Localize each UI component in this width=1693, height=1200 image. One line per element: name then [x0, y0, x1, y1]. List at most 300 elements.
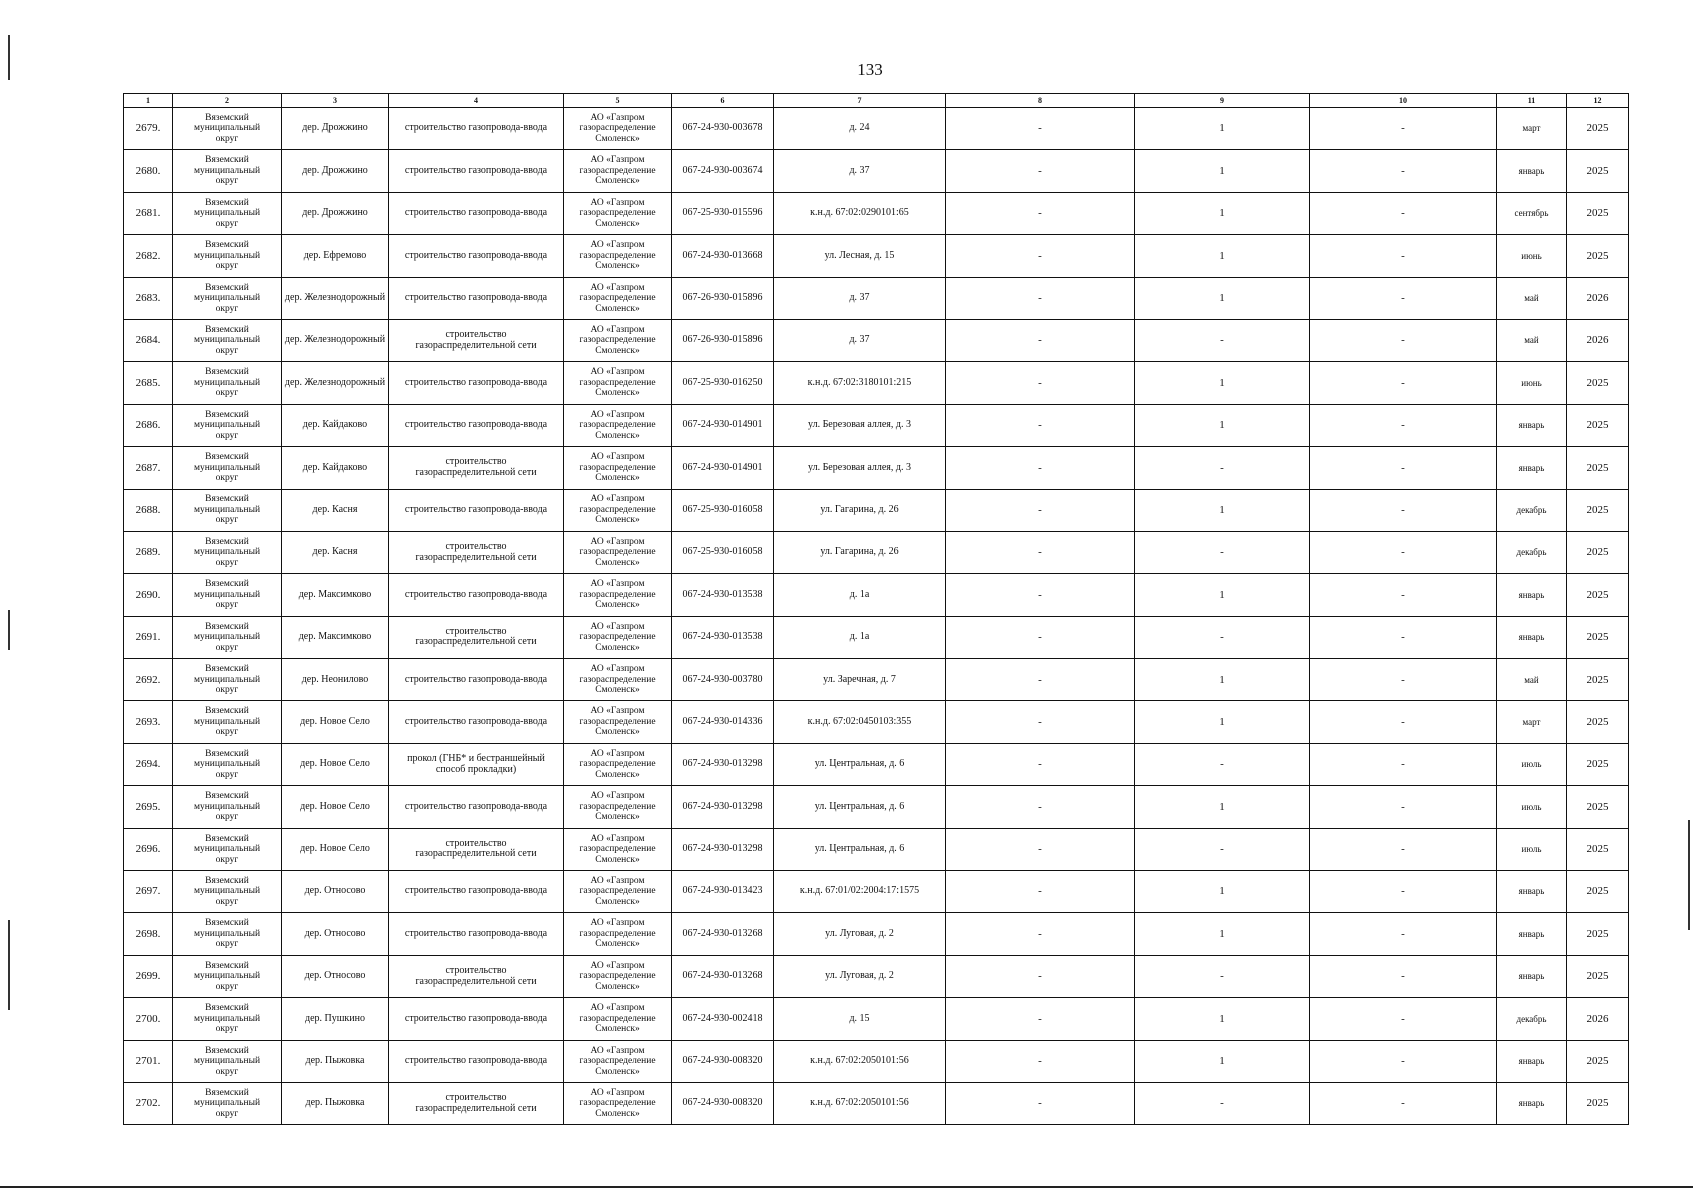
settlement-cell: дер. Пыжовка — [282, 1040, 389, 1082]
scan-border-line — [0, 1186, 1693, 1188]
application-code-cell: 067-25-930-015596 — [672, 192, 774, 234]
district-cell-line: Вяземский — [205, 621, 249, 632]
district-cell-line: округ — [215, 1024, 239, 1035]
table-row — [124, 150, 1629, 192]
district-cell — [173, 574, 282, 616]
district-cell — [173, 1082, 282, 1124]
column-header: 12 — [1567, 94, 1629, 108]
address-cell: ул. Гагарина, д. 26 — [774, 531, 946, 573]
district-cell-line: муниципальный — [193, 801, 261, 812]
column-10-cell: - — [1310, 955, 1497, 997]
table-row — [124, 913, 1629, 955]
organization-cell-line: Смоленск» — [595, 1108, 640, 1119]
month-cell: июль — [1497, 828, 1567, 870]
settlement-cell: дер. Железнодорожный — [282, 319, 389, 361]
settlement-cell: дер. Дрожжино — [282, 150, 389, 192]
settlement-cell: дер. Касня — [282, 489, 389, 531]
column-9-cell: - — [1135, 319, 1310, 361]
organization-cell-line: Смоленск» — [595, 133, 640, 144]
organization-cell — [564, 362, 672, 404]
settlement-cell: дер. Кайдаково — [282, 404, 389, 446]
month-cell: июль — [1497, 743, 1567, 785]
district-cell-line: округ — [215, 600, 239, 611]
organization-cell — [564, 108, 672, 150]
column-10-cell: - — [1310, 489, 1497, 531]
organization-cell-line: Смоленск» — [595, 176, 640, 187]
district-cell — [173, 659, 282, 701]
year-cell: 2025 — [1567, 489, 1629, 531]
district-cell-line: муниципальный — [193, 971, 261, 982]
organization-cell-line: АО «Газпром — [590, 748, 645, 759]
year-cell: 2025 — [1567, 871, 1629, 913]
district-cell-line: Вяземский — [205, 409, 249, 420]
district-cell-line: муниципальный — [193, 165, 261, 176]
column-10-cell: - — [1310, 616, 1497, 658]
organization-cell — [564, 786, 672, 828]
year-cell: 2025 — [1567, 913, 1629, 955]
work-type-cell — [389, 701, 564, 743]
work-type-cell-line: строительство газопровода-ввода — [404, 1012, 548, 1024]
column-header: 2 — [173, 94, 282, 108]
scan-edge-mark — [8, 920, 10, 1010]
month-cell: март — [1497, 701, 1567, 743]
district-cell-line: округ — [215, 176, 239, 187]
organization-cell-line: АО «Газпром — [590, 536, 645, 547]
district-cell-line: округ — [215, 515, 239, 526]
address-cell: ул. Лесная, д. 15 — [774, 235, 946, 277]
application-code-cell: 067-26-930-015896 — [672, 319, 774, 361]
organization-cell-line: АО «Газпром — [590, 197, 645, 208]
work-type-cell-line: строительство газопровода-ввода — [404, 122, 548, 134]
row-number-cell: 2691. — [124, 616, 173, 658]
column-9-cell: 1 — [1135, 913, 1310, 955]
organization-cell-line: газораспределение — [579, 632, 656, 643]
district-cell-line: муниципальный — [193, 674, 261, 685]
year-cell: 2025 — [1567, 743, 1629, 785]
column-9-cell: 1 — [1135, 192, 1310, 234]
work-type-cell — [389, 108, 564, 150]
district-cell-line: Вяземский — [205, 748, 249, 759]
application-code-cell: 067-25-930-016058 — [672, 489, 774, 531]
application-code-cell: 067-24-930-014901 — [672, 404, 774, 446]
work-type-cell — [389, 998, 564, 1040]
district-cell-line: муниципальный — [193, 1013, 261, 1024]
column-9-cell: - — [1135, 616, 1310, 658]
district-cell-line: округ — [215, 685, 239, 696]
column-10-cell: - — [1310, 447, 1497, 489]
address-cell: ул. Березовая аллея, д. 3 — [774, 404, 946, 446]
district-cell-line: муниципальный — [193, 377, 261, 388]
address-cell: д. 1а — [774, 574, 946, 616]
application-code-cell: 067-24-930-013268 — [672, 913, 774, 955]
year-cell: 2025 — [1567, 447, 1629, 489]
organization-cell-line: Смоленск» — [595, 345, 640, 356]
year-cell: 2025 — [1567, 404, 1629, 446]
address-cell: ул. Березовая аллея, д. 3 — [774, 447, 946, 489]
work-type-cell — [389, 362, 564, 404]
row-number-cell: 2701. — [124, 1040, 173, 1082]
organization-cell-line: Смоленск» — [595, 812, 640, 823]
work-type-cell — [389, 574, 564, 616]
month-cell: декабрь — [1497, 531, 1567, 573]
column-10-cell: - — [1310, 362, 1497, 404]
year-cell: 2026 — [1567, 998, 1629, 1040]
organization-cell — [564, 574, 672, 616]
district-cell — [173, 447, 282, 489]
table-row — [124, 998, 1629, 1040]
organization-cell — [564, 531, 672, 573]
year-cell: 2025 — [1567, 235, 1629, 277]
table-row — [124, 489, 1629, 531]
year-cell: 2025 — [1567, 192, 1629, 234]
district-cell-line: Вяземский — [205, 155, 249, 166]
work-type-cell-line: строительство — [445, 456, 507, 468]
table-row — [124, 574, 1629, 616]
column-10-cell: - — [1310, 998, 1497, 1040]
month-cell: январь — [1497, 574, 1567, 616]
month-cell: январь — [1497, 955, 1567, 997]
address-cell: д. 15 — [774, 998, 946, 1040]
organization-cell-line: АО «Газпром — [590, 918, 645, 929]
column-8-cell: - — [946, 150, 1135, 192]
column-10-cell: - — [1310, 319, 1497, 361]
settlement-cell: дер. Максимково — [282, 616, 389, 658]
organization-cell-line: газораспределение — [579, 1056, 656, 1067]
row-number-cell: 2702. — [124, 1082, 173, 1124]
address-cell: д. 24 — [774, 108, 946, 150]
settlement-cell: дер. Относово — [282, 955, 389, 997]
year-cell: 2025 — [1567, 659, 1629, 701]
column-8-cell: - — [946, 447, 1135, 489]
year-cell: 2025 — [1567, 108, 1629, 150]
application-code-cell: 067-25-930-016250 — [672, 362, 774, 404]
column-9-cell: 1 — [1135, 489, 1310, 531]
district-cell-line: округ — [215, 981, 239, 992]
district-cell-line: Вяземский — [205, 918, 249, 929]
settlement-cell: дер. Относово — [282, 913, 389, 955]
scan-edge-mark — [1688, 820, 1690, 930]
district-cell-line: муниципальный — [193, 208, 261, 219]
row-number-cell: 2681. — [124, 192, 173, 234]
organization-cell — [564, 235, 672, 277]
organization-cell-line: Смоленск» — [595, 642, 640, 653]
organization-cell-line: Смоленск» — [595, 769, 640, 780]
organization-cell-line: АО «Газпром — [590, 155, 645, 166]
work-type-cell-line: строительство газопровода-ввода — [404, 715, 548, 727]
district-cell-line: округ — [215, 727, 239, 738]
work-type-cell — [389, 1082, 564, 1124]
application-code-cell: 067-24-930-013268 — [672, 955, 774, 997]
work-type-cell-line: строительство — [445, 625, 507, 637]
column-10-cell: - — [1310, 786, 1497, 828]
organization-cell — [564, 743, 672, 785]
column-9-cell: 1 — [1135, 574, 1310, 616]
column-8-cell: - — [946, 235, 1135, 277]
address-cell: ул. Гагарина, д. 26 — [774, 489, 946, 531]
organization-cell-line: газораспределение — [579, 886, 656, 897]
table-row — [124, 828, 1629, 870]
column-header: 9 — [1135, 94, 1310, 108]
year-cell: 2025 — [1567, 616, 1629, 658]
column-9-cell: - — [1135, 828, 1310, 870]
organization-cell-line: АО «Газпром — [590, 367, 645, 378]
organization-cell-line: АО «Газпром — [590, 960, 645, 971]
work-type-cell-line: строительство — [445, 965, 507, 976]
address-cell: ул. Луговая, д. 2 — [774, 913, 946, 955]
district-cell-line: муниципальный — [193, 589, 261, 600]
column-8-cell: - — [946, 998, 1135, 1040]
work-type-cell-line: строительство газопровода-ввода — [404, 164, 548, 176]
district-cell-line: округ — [215, 261, 239, 272]
district-cell-line: округ — [215, 939, 239, 950]
organization-cell — [564, 447, 672, 489]
organization-cell — [564, 150, 672, 192]
column-8-cell: - — [946, 743, 1135, 785]
month-cell: декабрь — [1497, 998, 1567, 1040]
column-9-cell: 1 — [1135, 1040, 1310, 1082]
organization-cell-line: АО «Газпром — [590, 791, 645, 802]
column-9-cell: - — [1135, 955, 1310, 997]
column-10-cell: - — [1310, 150, 1497, 192]
work-type-cell-line: строительство газопровода-ввода — [404, 376, 548, 388]
organization-cell-line: Смоленск» — [595, 600, 640, 611]
column-9-cell: 1 — [1135, 108, 1310, 150]
work-type-cell-line: строительство газопровода-ввода — [404, 503, 548, 515]
organization-cell-line: АО «Газпром — [590, 409, 645, 420]
district-cell — [173, 871, 282, 913]
organization-cell-line: Смоленск» — [595, 515, 640, 526]
year-cell: 2025 — [1567, 362, 1629, 404]
column-8-cell: - — [946, 192, 1135, 234]
district-cell — [173, 192, 282, 234]
work-type-cell-line: газораспределительной сети — [415, 636, 537, 648]
column-9-cell: - — [1135, 1082, 1310, 1124]
column-10-cell: - — [1310, 277, 1497, 319]
district-cell — [173, 1040, 282, 1082]
district-cell-line: округ — [215, 1066, 239, 1077]
column-header: 4 — [389, 94, 564, 108]
settlement-cell: дер. Кайдаково — [282, 447, 389, 489]
year-cell: 2025 — [1567, 574, 1629, 616]
district-cell-line: Вяземский — [205, 579, 249, 590]
organization-cell-line: АО «Газпром — [590, 833, 645, 844]
address-cell: к.н.д. 67:02:0450103:355 — [774, 701, 946, 743]
month-cell: январь — [1497, 404, 1567, 446]
work-type-cell-line: строительство газопровода-ввода — [404, 419, 548, 431]
row-number-cell: 2698. — [124, 913, 173, 955]
settlement-cell: дер. Дрожжино — [282, 192, 389, 234]
organization-cell-line: газораспределение — [579, 928, 656, 939]
district-cell-line: муниципальный — [193, 547, 261, 558]
month-cell: март — [1497, 108, 1567, 150]
year-cell: 2025 — [1567, 531, 1629, 573]
month-cell: январь — [1497, 447, 1567, 489]
column-8-cell: - — [946, 701, 1135, 743]
organization-cell-line: газораспределение — [579, 547, 656, 558]
organization-cell-line: газораспределение — [579, 377, 656, 388]
work-type-cell — [389, 955, 564, 997]
organization-cell-line: газораспределение — [579, 462, 656, 473]
district-cell-line: муниципальный — [193, 886, 261, 897]
application-code-cell: 067-24-930-013423 — [672, 871, 774, 913]
district-cell — [173, 235, 282, 277]
organization-cell-line: газораспределение — [579, 801, 656, 812]
district-cell-line: округ — [215, 345, 239, 356]
application-code-cell: 067-24-930-008320 — [672, 1082, 774, 1124]
organization-cell-line: АО «Газпром — [590, 282, 645, 293]
district-cell-line: муниципальный — [193, 293, 261, 303]
district-cell-line: Вяземский — [205, 833, 249, 844]
work-type-cell — [389, 871, 564, 913]
settlement-cell: дер. Пыжовка — [282, 1082, 389, 1124]
application-code-cell: 067-24-930-013538 — [672, 574, 774, 616]
work-type-cell — [389, 1040, 564, 1082]
organization-cell-line: Смоленск» — [595, 218, 640, 229]
row-number-cell: 2697. — [124, 871, 173, 913]
organization-cell-line: Смоленск» — [595, 685, 640, 696]
work-type-cell-line: способ прокладки) — [435, 763, 517, 775]
page-number: 133 — [857, 60, 883, 79]
district-cell-line: округ — [215, 812, 239, 823]
column-10-cell: - — [1310, 192, 1497, 234]
district-cell-line: муниципальный — [193, 632, 261, 643]
application-code-cell: 067-24-930-014901 — [672, 447, 774, 489]
organization-cell-line: Смоленск» — [595, 303, 640, 314]
district-cell-line: Вяземский — [205, 324, 249, 335]
district-cell-line: округ — [215, 388, 239, 399]
work-type-cell-line: газораспределительной сети — [415, 339, 537, 351]
column-8-cell: - — [946, 489, 1135, 531]
table-row — [124, 531, 1629, 573]
organization-cell-line: АО «Газпром — [590, 1087, 645, 1098]
organization-cell-line: газораспределение — [579, 759, 656, 770]
district-cell-line: Вяземский — [205, 664, 249, 675]
organization-cell-line: АО «Газпром — [590, 579, 645, 590]
organization-cell — [564, 1040, 672, 1082]
row-number-cell: 2680. — [124, 150, 173, 192]
column-9-cell: 1 — [1135, 235, 1310, 277]
work-type-cell-line: строительство — [445, 1092, 507, 1104]
column-header: 1 — [124, 94, 173, 108]
row-number-cell: 2694. — [124, 743, 173, 785]
work-type-cell-line: строительство — [445, 541, 507, 553]
column-9-cell: 1 — [1135, 701, 1310, 743]
organization-cell-line: Смоленск» — [595, 896, 640, 907]
table-row — [124, 1082, 1629, 1124]
row-number-cell: 2699. — [124, 955, 173, 997]
organization-cell-line: газораспределение — [579, 250, 656, 261]
address-cell: ул. Центральная, д. 6 — [774, 743, 946, 785]
district-cell-line: округ — [215, 303, 239, 314]
month-cell: май — [1497, 659, 1567, 701]
application-code-cell: 067-24-930-013668 — [672, 235, 774, 277]
row-number-cell: 2688. — [124, 489, 173, 531]
column-9-cell: 1 — [1135, 659, 1310, 701]
row-number-cell: 2687. — [124, 447, 173, 489]
organization-cell — [564, 1082, 672, 1124]
district-cell-line: муниципальный — [193, 759, 261, 770]
organization-cell-line: АО «Газпром — [590, 240, 645, 251]
settlement-cell: дер. Максимково — [282, 574, 389, 616]
plan-table-container — [123, 93, 1629, 1125]
column-8-cell: - — [946, 955, 1135, 997]
district-cell — [173, 998, 282, 1040]
organization-cell-line: АО «Газпром — [590, 1045, 645, 1056]
address-cell: д. 1а — [774, 616, 946, 658]
year-cell: 2025 — [1567, 786, 1629, 828]
scan-edge-mark — [8, 610, 10, 650]
column-10-cell: - — [1310, 1040, 1497, 1082]
month-cell: январь — [1497, 616, 1567, 658]
column-10-cell: - — [1310, 235, 1497, 277]
district-cell-line: Вяземский — [205, 494, 249, 505]
district-cell-line: округ — [215, 473, 239, 484]
column-9-cell: - — [1135, 531, 1310, 573]
work-type-cell-line: газораспределительной сети — [415, 1102, 537, 1114]
column-header: 5 — [564, 94, 672, 108]
work-type-cell — [389, 913, 564, 955]
column-header: 6 — [672, 94, 774, 108]
column-10-cell: - — [1310, 913, 1497, 955]
address-cell: к.н.д. 67:02:2050101:56 — [774, 1082, 946, 1124]
column-10-cell: - — [1310, 531, 1497, 573]
district-cell-line: муниципальный — [193, 1098, 261, 1109]
column-10-cell: - — [1310, 743, 1497, 785]
district-cell — [173, 955, 282, 997]
work-type-cell-line: прокол (ГНБ* и бестраншейный — [407, 753, 545, 765]
district-cell-line: Вяземский — [205, 282, 249, 293]
organization-cell-line: АО «Газпром — [590, 1003, 645, 1014]
work-type-cell-line: строительство газопровода-ввода — [404, 249, 548, 261]
table-row — [124, 447, 1629, 489]
address-cell: к.н.д. 67:01/02:2004:17:1575 — [774, 871, 946, 913]
column-10-cell: - — [1310, 871, 1497, 913]
year-cell: 2025 — [1567, 701, 1629, 743]
column-8-cell: - — [946, 616, 1135, 658]
column-8-cell: - — [946, 362, 1135, 404]
column-header: 8 — [946, 94, 1135, 108]
organization-cell-line: Смоленск» — [595, 388, 640, 399]
month-cell: январь — [1497, 1040, 1567, 1082]
organization-cell-line: газораспределение — [579, 1098, 656, 1109]
organization-cell — [564, 701, 672, 743]
organization-cell-line: газораспределение — [579, 123, 656, 134]
row-number-cell: 2685. — [124, 362, 173, 404]
settlement-cell: дер. Пушкино — [282, 998, 389, 1040]
organization-cell-line: Смоленск» — [595, 1066, 640, 1077]
organization-cell — [564, 998, 672, 1040]
address-cell: д. 37 — [774, 150, 946, 192]
district-cell-line: Вяземский — [205, 112, 249, 123]
work-type-cell-line: строительство газопровода-ввода — [404, 588, 548, 600]
work-type-cell — [389, 447, 564, 489]
table-row — [124, 1040, 1629, 1082]
district-cell-line: Вяземский — [205, 452, 249, 463]
district-cell-line: Вяземский — [205, 706, 249, 717]
organization-cell-line: АО «Газпром — [590, 875, 645, 886]
column-8-cell: - — [946, 531, 1135, 573]
settlement-cell: дер. Железнодорожный — [282, 362, 389, 404]
organization-cell — [564, 489, 672, 531]
column-header: 11 — [1497, 94, 1567, 108]
organization-cell-line: АО «Газпром — [590, 621, 645, 632]
organization-cell-line: АО «Газпром — [590, 494, 645, 505]
column-8-cell: - — [946, 404, 1135, 446]
table-row — [124, 786, 1629, 828]
column-10-cell: - — [1310, 404, 1497, 446]
work-type-cell-line: строительство газопровода-ввода — [404, 927, 548, 939]
table-row — [124, 743, 1629, 785]
